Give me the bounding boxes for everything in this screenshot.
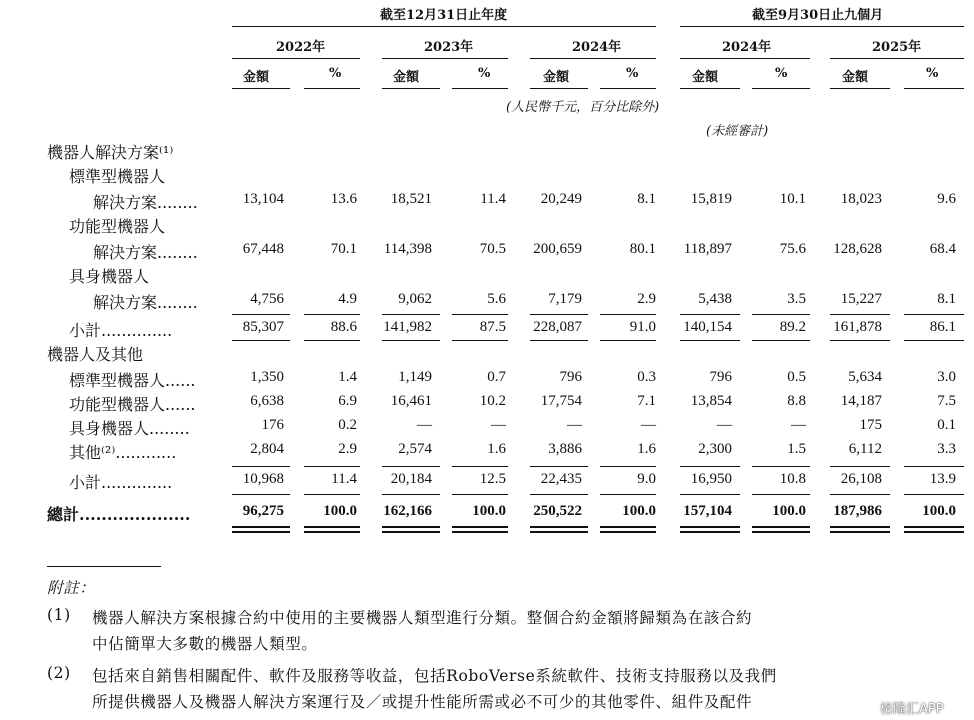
- table-cell: 12.5: [479, 471, 506, 487]
- watermark-logo: 格隆汇APP: [880, 702, 944, 717]
- total-double-rule-2: [680, 531, 740, 533]
- row-label-robot-solutions: 機器人解決方案⁽¹⁾: [47, 143, 174, 162]
- subtotal-1-bottom-rule: [530, 340, 588, 341]
- row-label-robots-other: 機器人及其他: [47, 345, 144, 364]
- table-cell: 200,659: [533, 241, 582, 257]
- total-double-rule-1: [752, 526, 810, 528]
- table-cell: 0.2: [338, 417, 357, 433]
- table-cell: 16,950: [690, 471, 732, 487]
- total-double-rule-1: [680, 526, 740, 528]
- total-double-rule-2: [304, 531, 360, 533]
- table-cell: 10.1: [779, 191, 806, 207]
- subtotal-2-top-rule: [680, 466, 740, 467]
- table-cell: 176: [261, 417, 284, 433]
- col-amount-2023: 金額: [393, 70, 420, 85]
- table-cell: 3.3: [937, 441, 956, 457]
- row-label-standard-robot-2: 標準型機器人......: [69, 371, 196, 390]
- total-double-rule-1: [830, 526, 890, 528]
- subtotal-1-bottom-rule: [752, 340, 810, 341]
- table-cell: 10.8: [779, 471, 806, 487]
- row-label-embodied-solutions: 解決方案........: [93, 293, 198, 312]
- table-cell: 2.9: [338, 441, 357, 457]
- row-label-embodied-robot-2: 具身機器人........: [69, 419, 190, 438]
- table-cell: 13.6: [330, 191, 357, 207]
- subtotal-2-top-rule: [232, 466, 290, 467]
- col-amount-2024-nine: 金額: [692, 70, 719, 85]
- table-cell: 0.3: [637, 369, 656, 385]
- table-cell: 118,897: [683, 241, 732, 257]
- subtotal-1-bottom-rule: [680, 340, 740, 341]
- table-cell: 7.5: [937, 393, 956, 409]
- table-cell: 8.8: [787, 393, 806, 409]
- table-cell: 15,819: [690, 191, 732, 207]
- fy-title: 截至12月31日止年度: [380, 8, 508, 23]
- table-cell: 128,628: [833, 241, 882, 257]
- subtotal-1-top-rule: [752, 314, 810, 315]
- table-cell: 1.6: [487, 441, 506, 457]
- table-cell: 20,249: [540, 191, 582, 207]
- table-cell: 250,522: [533, 503, 582, 519]
- unit-note: (人民幣千元，百分比除外): [506, 100, 660, 115]
- subtotal-1-bottom-rule: [600, 340, 656, 341]
- table-cell: 161,878: [833, 319, 882, 335]
- subtotal-1-top-rule: [600, 314, 656, 315]
- table-cell: 11.4: [480, 191, 506, 207]
- table-cell: 9,062: [398, 291, 432, 307]
- total-double-rule-2: [600, 531, 656, 533]
- col-rule-amount-2022: [232, 88, 290, 89]
- table-cell: 18,023: [840, 191, 882, 207]
- table-cell: 22,435: [540, 471, 582, 487]
- subtotal-2-bottom-rule: [452, 494, 508, 495]
- table-cell: 4,756: [250, 291, 284, 307]
- note-1-number: (1): [47, 606, 71, 624]
- table-cell: 13.9: [929, 471, 956, 487]
- year-2024-fy: 2024年: [572, 40, 622, 55]
- table-cell: 2,574: [398, 441, 432, 457]
- subtotal-1-top-rule: [680, 314, 740, 315]
- subtotal-1-bottom-rule: [382, 340, 440, 341]
- table-cell: 5,438: [698, 291, 732, 307]
- table-cell: 175: [859, 417, 882, 433]
- row-label-embodied-robot: 具身機器人: [69, 267, 150, 286]
- table-cell: 796: [559, 369, 582, 385]
- table-cell: 100.0: [472, 503, 506, 519]
- table-cell: 7.1: [637, 393, 656, 409]
- subtotal-1-top-rule: [452, 314, 508, 315]
- subtotal-1-bottom-rule: [452, 340, 508, 341]
- subtotal-2-top-rule: [530, 466, 588, 467]
- year-rule-2023: [382, 58, 508, 59]
- table-cell: 10,968: [242, 471, 284, 487]
- subtotal-2-bottom-rule: [530, 494, 588, 495]
- table-cell: 15,227: [840, 291, 882, 307]
- fy-title-rule: [232, 26, 656, 27]
- note-2-line-1: 包括來自銷售相關配件、軟件及服務等收益，包括RoboVerse系統軟件、技術支持服務以及我們: [92, 667, 777, 685]
- table-cell: 100.0: [922, 503, 956, 519]
- subtotal-1-bottom-rule: [830, 340, 890, 341]
- year-2022: 2022年: [276, 40, 326, 55]
- table-cell: 100.0: [772, 503, 806, 519]
- year-rule-2024-fy: [530, 58, 656, 59]
- subtotal-2-bottom-rule: [232, 494, 290, 495]
- table-cell: 80.1: [629, 241, 656, 257]
- table-cell: 89.2: [779, 319, 806, 335]
- year-2023: 2023年: [424, 40, 474, 55]
- subtotal-2-top-rule: [752, 466, 810, 467]
- table-cell: 20,184: [390, 471, 432, 487]
- total-double-rule-2: [382, 531, 440, 533]
- note-1-line-1: 機器人解決方案根據合約中使用的主要機器人類型進行分類。整個合約金額將歸類為在該合約: [92, 609, 753, 627]
- year-rule-2024-nine: [680, 58, 810, 59]
- table-cell: 2,804: [250, 441, 284, 457]
- total-double-rule-1: [382, 526, 440, 528]
- note-2-line-2: 所提供機器人及機器人解決方案運行及／或提升性能所需或必不可少的其他零件、組件及配件: [92, 693, 753, 711]
- table-cell: 96,275: [242, 503, 284, 519]
- notes-separator: [47, 566, 161, 567]
- table-cell: 26,108: [840, 471, 882, 487]
- total-double-rule-1: [530, 526, 588, 528]
- subtotal-2-bottom-rule: [904, 494, 964, 495]
- subtotal-2-top-rule: [600, 466, 656, 467]
- col-rule-pct-2023: [452, 88, 508, 89]
- table-cell: 3.5: [787, 291, 806, 307]
- total-double-rule-2: [452, 531, 508, 533]
- table-cell: 157,104: [683, 503, 732, 519]
- col-rule-amount-2024-fy: [530, 88, 588, 89]
- row-label-subtotal-1: 小計..............: [69, 321, 173, 340]
- table-cell: 1.4: [338, 369, 357, 385]
- subtotal-1-top-rule: [232, 314, 290, 315]
- table-cell: 6,112: [848, 441, 882, 457]
- col-amount-2025-nine: 金額: [842, 70, 869, 85]
- table-cell: —: [491, 417, 506, 433]
- subtotal-2-top-rule: [904, 466, 964, 467]
- row-label-functional-robot-2: 功能型機器人......: [69, 395, 196, 414]
- subtotal-1-top-rule: [904, 314, 964, 315]
- table-cell: 68.4: [929, 241, 956, 257]
- row-label-standard-solutions: 解決方案........: [93, 193, 198, 212]
- subtotal-2-bottom-rule: [304, 494, 360, 495]
- table-cell: 228,087: [533, 319, 582, 335]
- table-cell: 140,154: [683, 319, 732, 335]
- table-cell: 2.9: [637, 291, 656, 307]
- table-cell: 87.5: [479, 319, 506, 335]
- year-rule-2025-nine: [830, 58, 964, 59]
- total-double-rule-2: [904, 531, 964, 533]
- table-cell: —: [417, 417, 432, 433]
- total-double-rule-1: [304, 526, 360, 528]
- col-rule-pct-2024-fy: [600, 88, 656, 89]
- table-cell: 114,398: [383, 241, 432, 257]
- table-cell: 1.5: [787, 441, 806, 457]
- table-cell: 141,982: [383, 319, 432, 335]
- subtotal-2-top-rule: [830, 466, 890, 467]
- subtotal-2-bottom-rule: [382, 494, 440, 495]
- subtotal-2-bottom-rule: [830, 494, 890, 495]
- table-cell: 8.1: [937, 291, 956, 307]
- subtotal-1-top-rule: [304, 314, 360, 315]
- col-amount-2024-fy: 金額: [543, 70, 570, 85]
- subtotal-1-bottom-rule: [232, 340, 290, 341]
- total-double-rule-1: [452, 526, 508, 528]
- table-cell: 3.0: [937, 369, 956, 385]
- col-pct-2024-nine: %: [775, 66, 788, 81]
- table-cell: 1,350: [250, 369, 284, 385]
- table-cell: 9.0: [637, 471, 656, 487]
- subtotal-1-bottom-rule: [904, 340, 964, 341]
- col-pct-2023: %: [478, 66, 491, 81]
- col-rule-pct-2024-nine: [752, 88, 810, 89]
- col-rule-amount-2024-nine: [680, 88, 740, 89]
- total-double-rule-2: [530, 531, 588, 533]
- table-cell: 10.2: [479, 393, 506, 409]
- table-cell: 88.6: [330, 319, 357, 335]
- col-rule-pct-2022: [304, 88, 360, 89]
- table-cell: 0.7: [487, 369, 506, 385]
- table-cell: —: [791, 417, 806, 433]
- table-cell: 100.0: [323, 503, 357, 519]
- table-cell: 796: [709, 369, 732, 385]
- table-cell: —: [567, 417, 582, 433]
- subtotal-1-top-rule: [382, 314, 440, 315]
- row-label-total: 總計....................: [47, 505, 191, 524]
- table-cell: 11.4: [331, 471, 357, 487]
- total-double-rule-2: [752, 531, 810, 533]
- note-2-number: (2): [47, 664, 71, 682]
- subtotal-1-top-rule: [530, 314, 588, 315]
- col-rule-amount-2025-nine: [830, 88, 890, 89]
- subtotal-2-top-rule: [304, 466, 360, 467]
- total-double-rule-1: [232, 526, 290, 528]
- subtotal-2-bottom-rule: [752, 494, 810, 495]
- row-label-functional-robot: 功能型機器人: [69, 217, 166, 236]
- col-rule-amount-2023: [382, 88, 440, 89]
- table-cell: 9.6: [937, 191, 956, 207]
- nine-month-title: 截至9月30日止九個月: [752, 8, 884, 23]
- table-cell: 17,754: [540, 393, 582, 409]
- notes-heading: 附註：: [47, 579, 96, 597]
- table-cell: 1.6: [637, 441, 656, 457]
- table-cell: 85,307: [242, 319, 284, 335]
- table-cell: 13,854: [690, 393, 732, 409]
- table-cell: 162,166: [383, 503, 432, 519]
- table-cell: 187,986: [833, 503, 882, 519]
- row-label-standard-robot: 標準型機器人: [69, 167, 166, 186]
- year-2024-nine: 2024年: [722, 40, 772, 55]
- subtotal-2-bottom-rule: [680, 494, 740, 495]
- total-double-rule-2: [830, 531, 890, 533]
- col-pct-2022: %: [329, 66, 342, 81]
- table-cell: 16,461: [390, 393, 432, 409]
- table-cell: 70.1: [330, 241, 357, 257]
- unaudited-note: (未經審計): [706, 124, 769, 139]
- table-cell: 3,886: [548, 441, 582, 457]
- table-cell: 13,104: [242, 191, 284, 207]
- note-1-line-2: 中佔簡單大多數的機器人類型。: [92, 635, 318, 653]
- table-cell: 75.6: [779, 241, 806, 257]
- col-pct-2024-fy: %: [626, 66, 639, 81]
- table-cell: 6.9: [338, 393, 357, 409]
- nine-title-rule: [680, 26, 964, 27]
- table-cell: —: [717, 417, 732, 433]
- subtotal-1-top-rule: [830, 314, 890, 315]
- total-double-rule-1: [600, 526, 656, 528]
- table-cell: 0.1: [937, 417, 956, 433]
- year-rule-2022: [232, 58, 360, 59]
- table-cell: 5,634: [848, 369, 882, 385]
- table-cell: 100.0: [622, 503, 656, 519]
- table-cell: 1,149: [398, 369, 432, 385]
- table-cell: 8.1: [637, 191, 656, 207]
- subtotal-2-top-rule: [382, 466, 440, 467]
- year-2025-nine: 2025年: [872, 40, 922, 55]
- table-cell: 14,187: [840, 393, 882, 409]
- col-rule-pct-2025-nine: [904, 88, 964, 89]
- table-cell: 67,448: [242, 241, 284, 257]
- table-cell: 5.6: [487, 291, 506, 307]
- table-cell: 4.9: [338, 291, 357, 307]
- table-cell: 70.5: [479, 241, 506, 257]
- subtotal-2-top-rule: [452, 466, 508, 467]
- total-double-rule-1: [904, 526, 964, 528]
- table-cell: 91.0: [629, 319, 656, 335]
- table-cell: 18,521: [390, 191, 432, 207]
- row-label-subtotal-2: 小計..............: [69, 473, 173, 492]
- row-label-other: 其他⁽²⁾............: [69, 443, 177, 462]
- table-cell: 6,638: [250, 393, 284, 409]
- table-cell: 7,179: [548, 291, 582, 307]
- col-amount-2022: 金額: [243, 70, 270, 85]
- row-label-functional-solutions: 解決方案........: [93, 243, 198, 262]
- table-cell: 2,300: [698, 441, 732, 457]
- subtotal-1-bottom-rule: [304, 340, 360, 341]
- table-cell: —: [641, 417, 656, 433]
- table-cell: 0.5: [787, 369, 806, 385]
- total-double-rule-2: [232, 531, 290, 533]
- col-pct-2025-nine: %: [926, 66, 939, 81]
- table-cell: 86.1: [929, 319, 956, 335]
- subtotal-2-bottom-rule: [600, 494, 656, 495]
